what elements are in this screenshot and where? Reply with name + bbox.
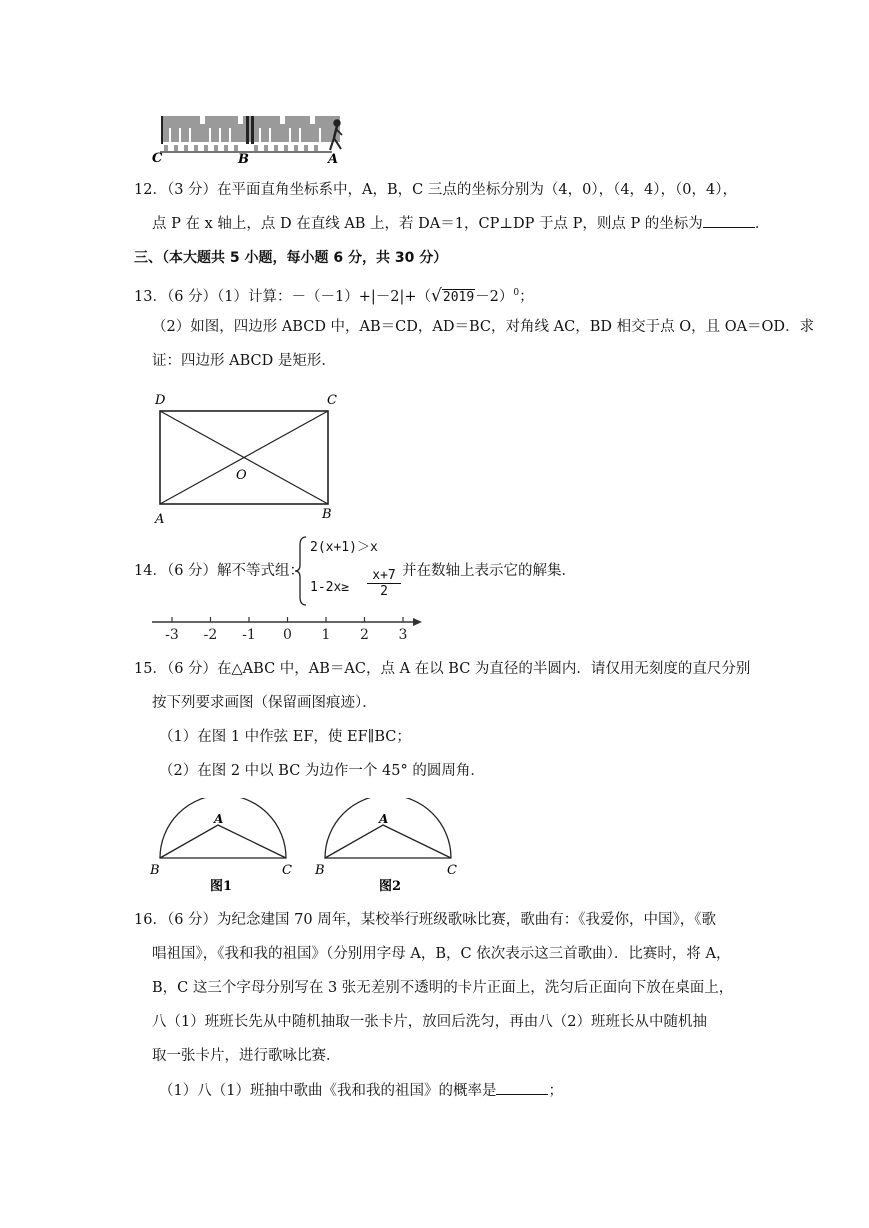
q13-line3: 证：四边形 ABCD 是矩形． bbox=[152, 353, 336, 369]
number-line-tick-label: 2 bbox=[360, 627, 369, 643]
number-line-tick-label: 3 bbox=[398, 627, 408, 643]
number-line-tick-label: 0 bbox=[283, 627, 292, 643]
q13-calc-text: 13．（6 分）（1）计算：－（－1）+|－2|+（ bbox=[134, 288, 432, 305]
q13-exponent: 0 bbox=[513, 288, 520, 298]
q13-calc-end: ； bbox=[519, 288, 534, 305]
q16-line2: 唱祖国》，《我和我的祖国》（分别用字母 A，B，C 依次表示这三首歌曲）．比赛时，将 A， bbox=[152, 946, 731, 962]
section-3-title: 三、（本大题共 5 小题，每小题 6 分，共 30 分） bbox=[134, 250, 448, 266]
q14-fraction-numerator: x+7 bbox=[367, 568, 401, 584]
label-b: B bbox=[238, 152, 249, 164]
q14-inequality-2-left: 1-2x≥ bbox=[310, 580, 350, 595]
q14-fraction-denominator: 2 bbox=[380, 584, 388, 599]
fig2-label-a: A bbox=[379, 812, 389, 826]
semicircle-figure-1 bbox=[148, 798, 298, 896]
q16-line6 bbox=[159, 1080, 563, 1101]
q13-calc-text2: －2） bbox=[475, 288, 514, 305]
label-d: D bbox=[155, 393, 166, 408]
fence-figure bbox=[150, 112, 355, 164]
q16-line1: 16．（6 分）为纪念建国 70 周年，某校举行班级歌咏比赛，歌曲有：《我爱你，中国》，《歌 bbox=[134, 912, 716, 928]
q16-answer-blank bbox=[496, 1080, 548, 1095]
number-line-tick-label: 1 bbox=[321, 627, 331, 643]
q15-line3: （1）在图 1 中作弦 EF，使 EF∥BC； bbox=[159, 729, 411, 745]
q15-line4: （2）在图 2 中以 BC 为边作一个 45° 的圆周角． bbox=[159, 763, 485, 779]
semicircle-figure-2 bbox=[313, 798, 463, 896]
q12-line2-text: 点 P 在 x 轴上，点 D 在直线 AB 上，若 DA＝1，CP⊥DP 于点 P，则点 P 的坐标为 bbox=[152, 216, 703, 232]
label-c: C bbox=[152, 151, 163, 164]
q16-line6-end: ； bbox=[548, 1083, 563, 1099]
q12-line1: 12．（3 分）在平面直角坐标系中，A，B，C 三点的坐标分别为（4，0），（4，4），（0，4）， bbox=[134, 182, 737, 198]
fig2-label-b: B bbox=[315, 863, 325, 878]
label-o: O bbox=[236, 468, 247, 483]
rectangle-abcd-figure bbox=[150, 390, 350, 530]
q14-suffix: 并在数轴上表示它的解集． bbox=[402, 563, 576, 579]
q14-prefix: 14．（6 分）解不等式组： bbox=[134, 563, 305, 579]
fig2-caption: 图2 bbox=[379, 879, 402, 894]
q16-line6-text: （1）八（1）班抽中歌曲《我和我的祖国》的概率是 bbox=[159, 1083, 497, 1099]
label-b: B bbox=[322, 507, 332, 522]
q15-line1: 15．（6 分）在△ABC 中，AB＝AC，点 A 在以 BC 为直径的半圆内．请仅用无刻度的直尺分别 bbox=[134, 661, 751, 677]
fig1-label-b: B bbox=[150, 863, 160, 878]
q15-line2: 按下列要求画图（保留画图痕迹）． bbox=[152, 695, 377, 711]
q12-answer-blank bbox=[703, 213, 755, 228]
q13-line2: （2）如图，四边形 ABCD 中，AB＝CD，AD＝BC，对角线 AC，BD 相交于点 O，且 OA＝OD．求 bbox=[152, 319, 815, 335]
label-c: C bbox=[327, 393, 337, 408]
number-line-tick-label: -1 bbox=[242, 627, 256, 643]
q16-line3: B，C 这三个字母分别写在 3 张无差别不透明的卡片正面上，洗匀后正面向下放在桌面上， bbox=[152, 980, 734, 996]
label-a: A bbox=[328, 152, 339, 164]
label-a: A bbox=[155, 512, 165, 527]
q13-sqrt-value: 2019 bbox=[442, 289, 475, 305]
fig1-caption: 图1 bbox=[210, 879, 233, 894]
fig1-label-a: A bbox=[214, 812, 224, 826]
q14-fraction bbox=[367, 568, 401, 599]
fig2-label-c: C bbox=[447, 863, 457, 878]
number-line bbox=[150, 610, 430, 644]
q16-line5: 取一张卡片，进行歌咏比赛． bbox=[152, 1048, 341, 1064]
q12-line2-end: ． bbox=[754, 216, 770, 232]
q12-line2 bbox=[152, 213, 769, 234]
fig1-label-c: C bbox=[282, 863, 292, 878]
q13-line1: 13．（6 分）（1）计算：$-(-1)+|-2|+(√2019-2)^0$； bbox=[134, 285, 534, 306]
arrow-right-icon bbox=[413, 618, 422, 626]
number-line-tick-label: -3 bbox=[165, 627, 179, 643]
number-line-tick-label: -2 bbox=[203, 627, 218, 643]
q14-inequality-1: 2(x+1)＞x bbox=[310, 540, 378, 555]
inequality-system-brace bbox=[294, 535, 308, 607]
q16-line4: 八（1）班班长先从中随机抽取一张卡片，放回后洗匀，再由八（2）班班长从中随机抽 bbox=[152, 1014, 707, 1030]
